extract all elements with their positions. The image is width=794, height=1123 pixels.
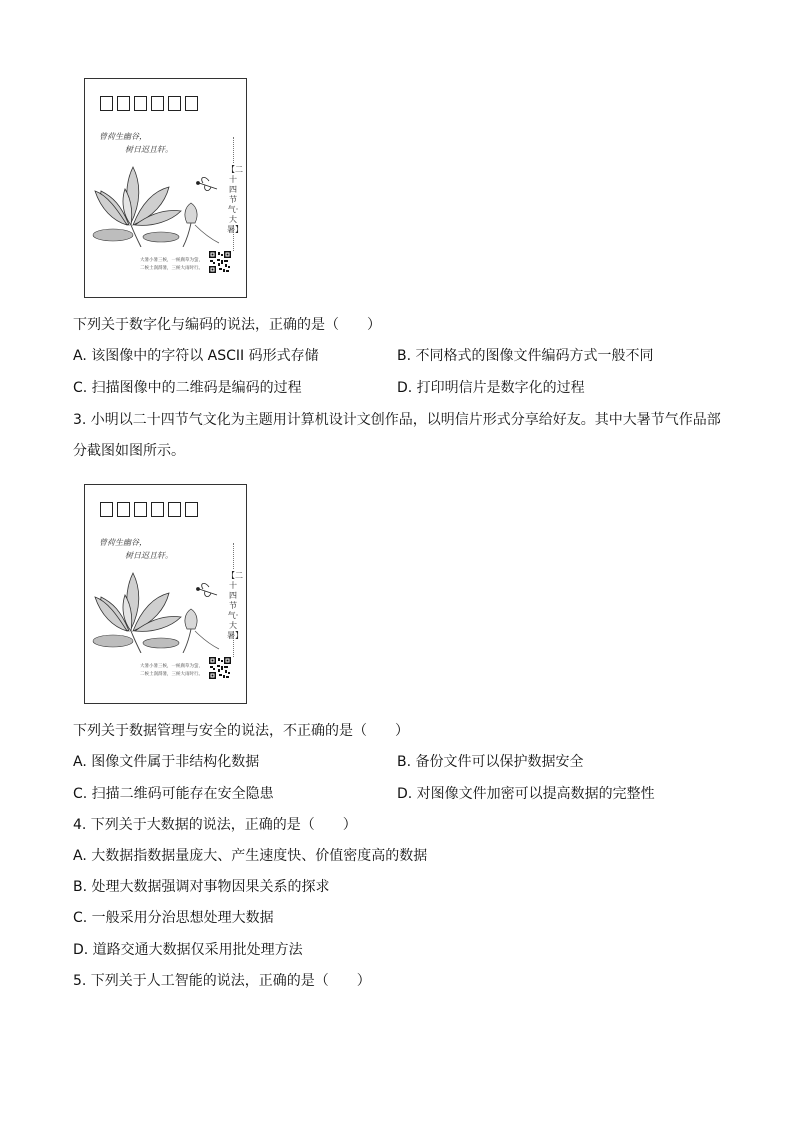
q3-intro-continued: 分截图如图所示。: [73, 443, 185, 459]
postal-code-box: [117, 502, 130, 517]
postcard-note-line: 大暑小暑三候，一候腐草为萤，: [140, 664, 203, 669]
postal-code-box: [100, 502, 113, 517]
q3-option-b: B. 备份文件可以保护数据安全: [397, 754, 584, 770]
postal-code-box: [117, 96, 130, 111]
q3-option-c: C. 扫描二维码可能存在安全隐患: [73, 786, 274, 802]
q4-option-b: B. 处理大数据强调对事物因果关系的探求: [73, 879, 330, 895]
lotus-dragonfly-illustration: [91, 545, 231, 653]
q4-option-c: C. 一般采用分治思想处理大数据: [73, 910, 274, 926]
postal-code-box: [100, 96, 113, 111]
q4-option-a: A. 大数据指数据量庞大、产生速度快、价值密度高的数据: [73, 848, 428, 864]
qr-code-icon: [209, 657, 231, 679]
postcard-poem-line: 树日迟且轩。: [125, 551, 173, 560]
postcard-divider: [233, 543, 234, 569]
postcard-divider: [233, 137, 234, 163]
postal-code-boxes: [100, 96, 198, 111]
q3-intro: 3. 小明以二十四节气文化为主题用计算机设计文创作品，以明信片形式分享给好友。其中大暑节气作品部: [73, 412, 721, 428]
q2-stem: 下列关于数字化与编码的说法，正确的是（ ）: [73, 317, 381, 333]
q3-stem: 下列关于数据管理与安全的说法，不正确的是（ ）: [73, 723, 409, 739]
postal-code-box: [151, 96, 164, 111]
postal-code-boxes: [100, 502, 198, 517]
postcard-image: [84, 484, 247, 704]
qr-code-icon: [209, 251, 231, 273]
q3-option-d: D. 对图像文件加密可以提高数据的完整性: [397, 786, 655, 802]
postal-code-box: [168, 96, 181, 111]
q4-option-d: D. 道路交通大数据仅采用批处理方法: [73, 942, 303, 958]
q2-option-c: C. 扫描图像中的二维码是编码的过程: [73, 380, 302, 396]
postal-code-box: [185, 502, 198, 517]
q3-option-a: A. 图像文件属于非结构化数据: [73, 754, 260, 770]
postcard-image: [84, 78, 247, 298]
postal-code-box: [168, 502, 181, 517]
q2-option-b: B. 不同格式的图像文件编码方式一般不同: [397, 348, 654, 364]
lotus-dragonfly-illustration: [91, 139, 231, 247]
q2-option-d: D. 打印明信片是数字化的过程: [397, 380, 585, 396]
postcard-note-line: 二候土润溽暑，三候大雨时行。: [140, 266, 203, 271]
postcard-poem-line: 曾荷生幽谷，: [99, 132, 147, 141]
postcard-note-line: 二候土润溽暑，三候大雨时行。: [140, 672, 203, 677]
postcard-divider: [233, 631, 234, 657]
postcard-vertical-title: 【二十四节气·大暑】: [227, 571, 243, 640]
postcard-poem-line: 树日迟且轩。: [125, 145, 173, 154]
postal-code-box: [151, 502, 164, 517]
postcard-vertical-title: 【二十四节气·大暑】: [227, 165, 243, 234]
postal-code-box: [185, 96, 198, 111]
q5-stem: 5. 下列关于人工智能的说法，正确的是（ ）: [73, 973, 371, 989]
postal-code-box: [134, 96, 147, 111]
postcard-poem-line: 曾荷生幽谷，: [99, 538, 147, 547]
q2-option-a: A. 该图像中的字符以 ASCII 码形式存储: [73, 348, 319, 364]
q4-stem: 4. 下列关于大数据的说法，正确的是（ ）: [73, 817, 357, 833]
postcard-note-line: 大暑小暑三候，一候腐草为萤，: [140, 258, 203, 263]
postcard-divider: [233, 225, 234, 251]
postal-code-box: [134, 502, 147, 517]
